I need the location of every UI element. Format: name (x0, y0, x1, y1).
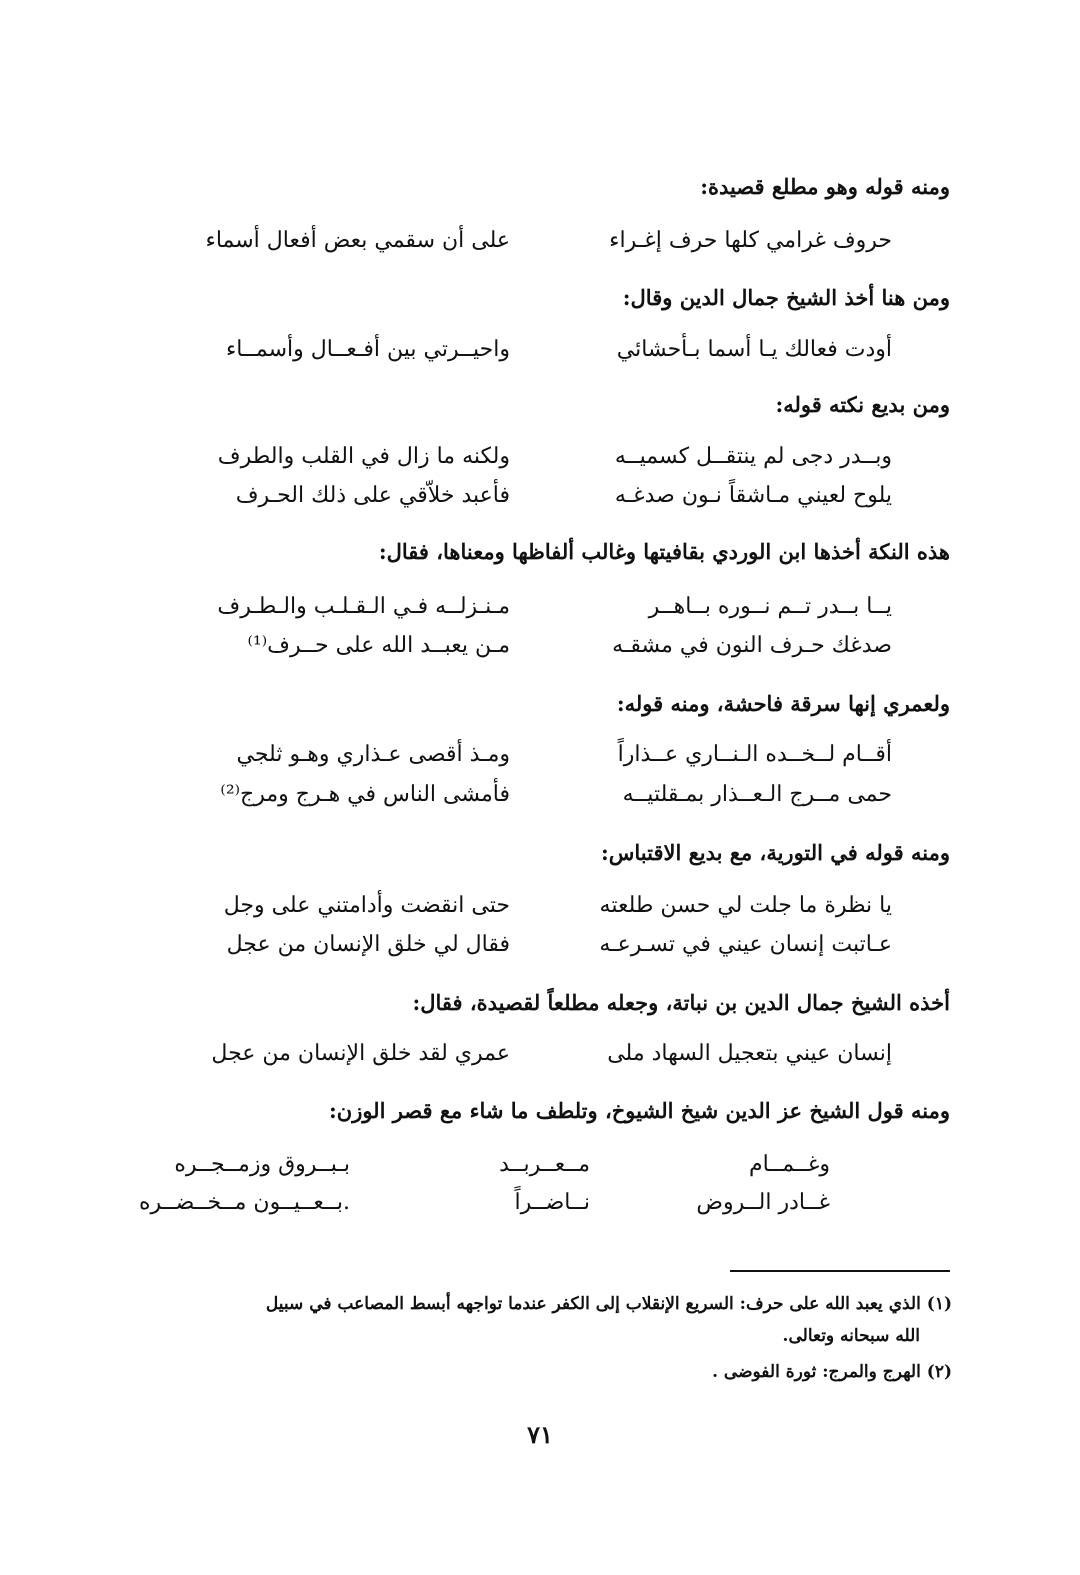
footnote-separator (730, 1270, 950, 1272)
prose-line: أخذه الشيخ جمال الدين بن نباتة، وجعله مطلعاً لقصيدة، فقال: (412, 990, 950, 1015)
verse (180, 444, 892, 478)
verse (180, 893, 892, 927)
prose-line: ومن بديع نكته قوله: (775, 392, 950, 417)
short-verse (139, 1190, 830, 1224)
prose-line: ومنه قوله وهو مطلع قصيدة: (700, 174, 950, 199)
verse-first-hemistich: يــا بــدر تــم نــوره بــاهــر (648, 594, 892, 619)
verse-second-hemistich: ولكنه ما زال في القلب والطرف (217, 444, 510, 469)
footnote-continuation: الله سبحانه وتعالى. (782, 1326, 920, 1346)
verse (180, 594, 892, 628)
verse-second-hemistich: فأعبد خلاّقي على ذلك الحـرف (235, 483, 510, 508)
prose-line: ومن هنا أخذ الشيخ جمال الدين وقال: (622, 285, 950, 310)
verse-second-hemistich: واحيــرتي بين أفـعــال وأسمــاء (225, 337, 510, 362)
prose-line: ومنه قوله في التورية، مع بديع الاقتباس: (600, 840, 950, 865)
prose-line: هذه النكة أخذها ابن الوردي بقافيتها وغالب ألفاظها ومعناها، فقال: (378, 539, 950, 564)
verse-first-hemistich: عـاتبت إنسان عيني في تسـرعـه (599, 932, 892, 957)
verse (180, 742, 892, 776)
verse (180, 228, 892, 262)
short-verse-part: بـبــروق وزمــجــره (174, 1152, 350, 1177)
verse-second-hemistich: ومـذ أقصى عـذاري وهـو ثلجي (236, 742, 510, 767)
short-verse-part: وغــمــام (749, 1152, 830, 1177)
verse (180, 633, 892, 667)
verse-first-hemistich: يا نظرة ما جلت لي حسن طلعته (599, 893, 892, 918)
verse (180, 483, 892, 517)
verse-first-hemistich: يلوح لعيني مـاشقاً نـون صدغـه (614, 483, 892, 508)
verse-first-hemistich: وبــدر دجى لم ينتقــل كسميــه (614, 444, 892, 469)
verse-second-hemistich: مـنـزلــه فـي الـقـلـب والـطـرف (217, 594, 510, 619)
verse-first-hemistich: أودت فعالك يـا أسما بـأحشائي (616, 337, 892, 362)
footnote: (٢) الهرج والمرج: ثورة الفوضى . (712, 1362, 952, 1382)
short-verse-part: غــادر الــروض (696, 1190, 830, 1215)
verse-second-hemistich: فقال لي خلق الإنسان من عجل (226, 932, 510, 957)
verse-first-hemistich: إنسان عيني بتعجيل السهاد ملى (607, 1041, 892, 1066)
short-verse-part: نــاضــراً (514, 1190, 590, 1215)
verse-first-hemistich: صدغك حـرف النون في مشقـه (612, 633, 892, 658)
verse (180, 782, 892, 816)
prose-line: ولعمري إنها سرقة فاحشة، ومنه قوله: (616, 691, 950, 716)
verse (180, 337, 892, 371)
prose-line: ومنه قول الشيخ عز الدين شيخ الشيوخ، وتلطف ما شاء مع قصر الوزن: (329, 1098, 950, 1123)
verse-second-hemistich: عمري لقد خلق الإنسان من عجل (211, 1041, 510, 1066)
verse (180, 1041, 892, 1075)
verse-second-hemistich: مـن يعبــد الله على حــرف⁽¹⁾ (247, 633, 510, 658)
page-number: ٧١ (527, 1420, 553, 1449)
short-verse-part: .بــعــيــون مــخــضــره (139, 1190, 350, 1215)
verse-second-hemistich: حتى انقضت وأدامتني على وجل (223, 893, 510, 918)
short-verse (174, 1152, 830, 1186)
verse-second-hemistich: فأمشى الناس في هـرج ومرج⁽²⁾ (220, 782, 510, 807)
footnote: (١) الذي يعبد الله على حرف: السريع الإنقلاب إلى الكفر عندما تواجهه أبسط المصاعب في سبيل (265, 1294, 952, 1314)
verse-first-hemistich: أقــام لــخــده الـنــاري عــذاراً (617, 742, 892, 767)
verse (180, 932, 892, 966)
verse-first-hemistich: حمى مــرج الـعــذار بمـقلتيــه (622, 782, 892, 807)
verse-second-hemistich: على أن سقمي بعض أفعال أسماء (205, 228, 510, 253)
short-verse-part: مــعــربــد (499, 1152, 590, 1177)
verse-first-hemistich: حروف غرامي كلها حرف إغـراء (609, 228, 892, 253)
